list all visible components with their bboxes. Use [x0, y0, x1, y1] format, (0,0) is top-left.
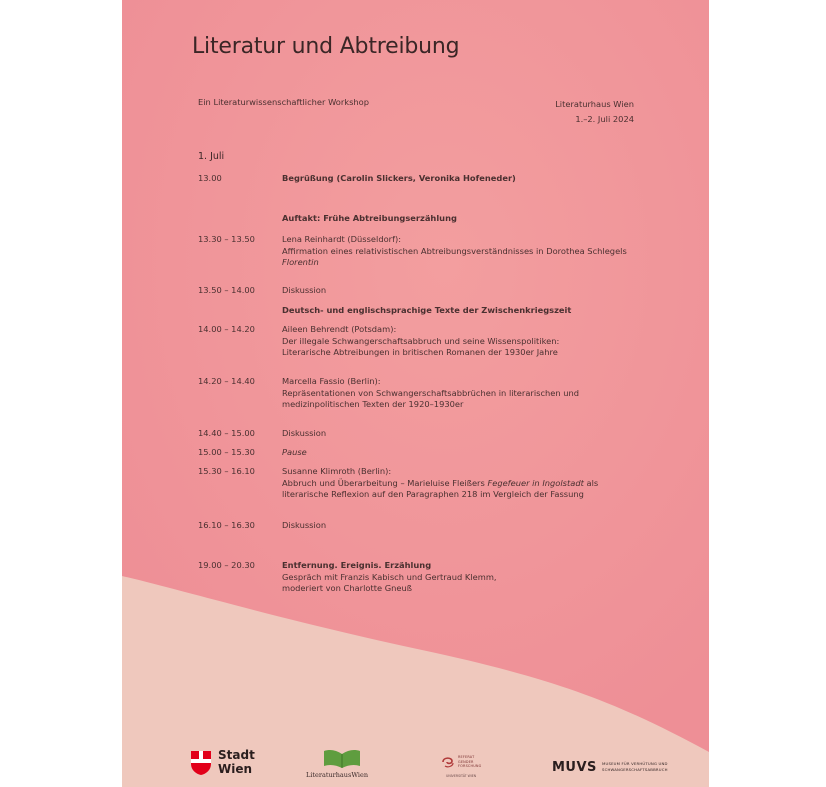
- talk-title-part: als: [586, 477, 599, 488]
- program-time: 15.00 – 15.30: [198, 447, 255, 457]
- day-heading: 1. Juli: [198, 151, 225, 162]
- program-time: 14.40 – 15.00: [198, 428, 255, 438]
- wien-word: Wien: [218, 762, 253, 776]
- program-line: Pause: [282, 447, 307, 457]
- program-time: 14.20 – 14.40: [198, 376, 255, 386]
- talk-title-part: Abbruch und Überarbeitung – Marieluise Fleißers: [282, 477, 485, 488]
- event-line: moderiert von Charlotte Gneuß: [282, 583, 412, 593]
- open-book-icon: [322, 748, 362, 768]
- talk-title-italic: Fegefeuer in Ingolstadt: [487, 477, 584, 488]
- venue-dates: [555, 97, 634, 127]
- program-time: 13.50 – 14.00: [198, 285, 255, 295]
- talk-title-line: medizinpolitischen Texten der 1920–1930er: [282, 399, 464, 409]
- talk-title-line: Repräsentationen von Schwangerschaftsabbrüchen in literarischen und: [282, 387, 580, 398]
- venue: Literaturhaus Wien: [555, 99, 634, 109]
- poster: [122, 0, 709, 787]
- program-line: Diskussion: [282, 520, 327, 530]
- program-time: 16.10 – 16.30: [198, 520, 255, 530]
- gender-word: GENDER: [458, 759, 474, 764]
- speaker-line: Marcella Fassio (Berlin):: [282, 376, 381, 386]
- referat-word: REFERAT: [458, 755, 475, 759]
- poster-content: [122, 0, 709, 787]
- literaturhaus-logo: [306, 748, 388, 782]
- muvs-text: MUVS: [552, 760, 597, 775]
- talk-title-line: Florentin: [282, 257, 319, 267]
- literaturhaus-text: LiteraturhausWien: [306, 771, 369, 779]
- program-time: 19.00 – 20.30: [198, 560, 255, 570]
- section-heading: Deutsch- und englischsprachige Texte der Zwischenkriegszeit: [282, 305, 572, 315]
- muvs-subtitle-line: MUSEUM FÜR VERHÜTUNG UND: [602, 761, 668, 766]
- stadt-wien-logo: [190, 748, 270, 782]
- dates: 1.–2. Juli 2024: [575, 114, 634, 124]
- speaker-line: Susanne Klimroth (Berlin):: [282, 466, 392, 476]
- talk-title-line: [282, 478, 702, 490]
- workshop-subtitle: Ein Literaturwissenschaftlicher Workshop: [198, 97, 370, 107]
- muvs-subtitle: [602, 761, 668, 773]
- section-heading: Auftakt: Frühe Abtreibungserzählung: [282, 213, 457, 223]
- program-time: 13.00: [198, 173, 222, 183]
- referat-genderforschung-logo: [440, 754, 500, 784]
- program-time: 15.30 – 16.10: [198, 466, 255, 476]
- muvs-subtitle-line: SCHWANGERSCHAFTSABBRUCH: [602, 767, 668, 772]
- stadt-word: Stadt: [218, 748, 255, 762]
- referat-swirl-icon: [440, 754, 456, 770]
- forschung-word: FORSCHUNG: [458, 764, 482, 768]
- program-time: 14.00 – 14.20: [198, 324, 255, 334]
- program-line: Diskussion: [282, 428, 327, 438]
- referat-text: [458, 755, 482, 769]
- talk-title-line: literarische Reflexion auf den Paragraphen 218 im Vergleich der Fassung: [282, 489, 584, 499]
- talk-title-line: Literarische Abtreibungen in britischen Romanen der 1930er Jahre: [282, 347, 558, 357]
- talk-title-line: Affirmation eines relativistischen Abtreibungsverständnisses in Dorothea Schlegels: [282, 245, 627, 256]
- wien-shield-icon: [190, 750, 212, 776]
- poster-title: Literatur und Abtreibung: [192, 34, 460, 59]
- event-title-line: Entfernung. Ereignis. Erzählung: [282, 560, 432, 570]
- speaker-line: Aileen Behrendt (Potsdam):: [282, 324, 397, 334]
- program-line: Diskussion: [282, 285, 327, 295]
- universitaet-text: UNIVERSITÄT WIEN: [446, 774, 477, 778]
- program-line: Begrüßung (Carolin Slickers, Veronika Hofeneder): [282, 173, 516, 183]
- speaker-line: Lena Reinhardt (Düsseldorf):: [282, 234, 402, 244]
- event-line: Gespräch mit Franzis Kabisch und Gertraud Klemm,: [282, 571, 497, 582]
- stadt-wien-text: [218, 748, 255, 776]
- muvs-logo: [552, 760, 682, 782]
- talk-title-line: Der illegale Schwangerschaftsabbruch und seine Wissenspolitiken:: [282, 335, 560, 346]
- program-time: 13.30 – 13.50: [198, 234, 255, 244]
